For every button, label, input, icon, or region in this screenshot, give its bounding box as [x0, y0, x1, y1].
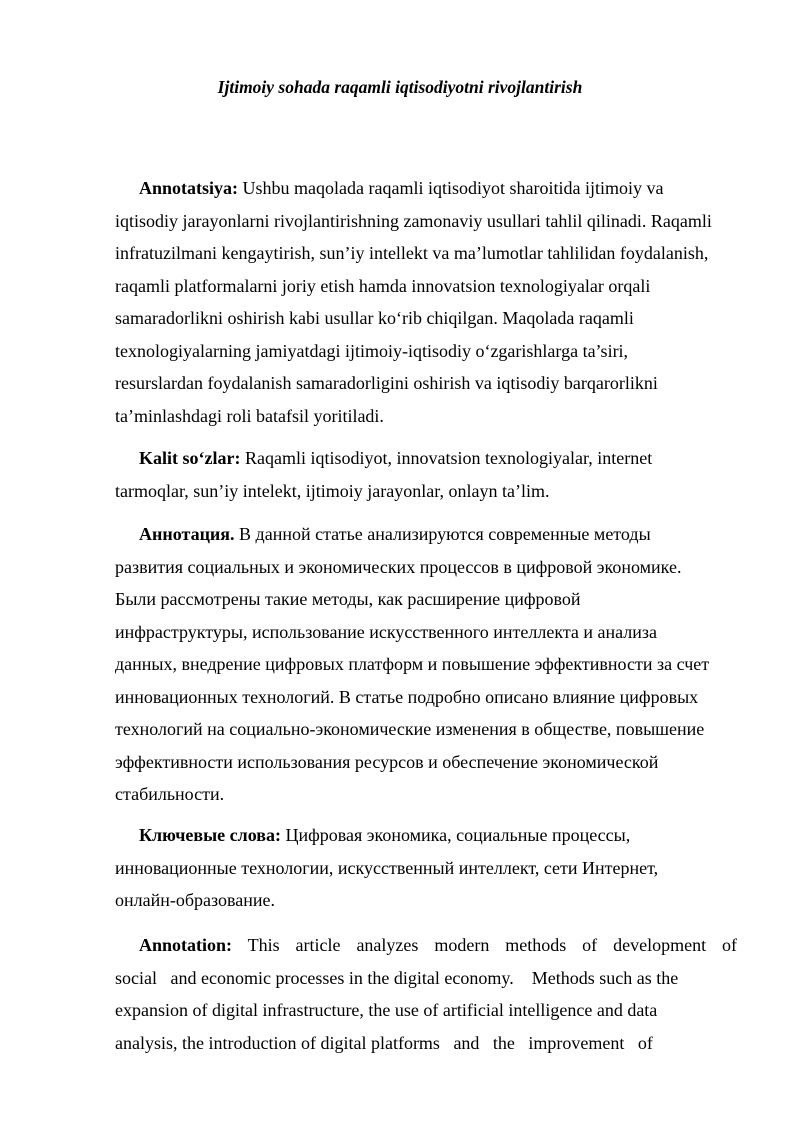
paragraph-line: iqtisodiy jarayonlarni rivojlantirishning zamonaviy usullari tahlil qilinadi. Raqamli	[115, 210, 712, 231]
paragraph-line: развития социальных и экономических процессов в цифровой экономике.	[115, 556, 682, 577]
paragraph-line: инфраструктуры, использование искусственного интеллекта и анализа	[115, 621, 658, 642]
annotation-en-paragraph	[115, 929, 737, 1059]
paragraph-line: ta’minlashdagi roli batafsil yoritiladi.	[115, 405, 384, 426]
paragraph-line: инновационные технологии, искусственный интеллект, сети Интернет,	[115, 857, 659, 878]
paragraph-line: стабильности.	[115, 784, 225, 804]
paragraph-line: данных, внедрение цифровых платформ и повышение эффективности за счет	[115, 654, 710, 674]
paragraph-line: social and economic processes in the digital economy. Methods such as the	[115, 967, 679, 988]
paragraph-line: resurslardan foydalanish samaradorligini oshirish va iqtisodiy barqarorlikni	[115, 373, 658, 393]
paragraph-line: Были рассмотрены такие методы, как расширение цифровой	[115, 589, 581, 609]
paragraph-line: infratuzilmani kengaytirish, sun’iy intellekt va ma’lumotlar tahlilidan foydalanish,	[115, 243, 709, 263]
keywords-ru-label: Ключевые слова:	[139, 825, 281, 845]
paragraph-text: Цифровая экономика, социальные процессы,	[280, 825, 631, 845]
annotation-ru-paragraph	[115, 518, 737, 811]
annotation-ru-label: Аннотация.	[139, 524, 235, 544]
keywords-uz-paragraph	[115, 442, 737, 507]
paragraph-line	[115, 442, 737, 475]
paragraph-line	[115, 172, 737, 205]
paragraph-line: samaradorlikni oshirish kabi usullar ko‘rib chiqilgan. Maqolada raqamli	[115, 308, 634, 328]
annotation-uz-label: Annotatsiya:	[139, 178, 239, 198]
paragraph-line: texnologiyalarning jamiyatdagi ijtimoiy-iqtisodiy o‘zgarishlarga ta’siri,	[115, 340, 629, 361]
paragraph-line	[115, 819, 737, 852]
annotation-uz-paragraph	[115, 172, 737, 432]
paragraph-line: технологий на социально-экономические изменения в обществе, повышение	[115, 719, 705, 739]
article-title: Ijtimoiy sohada raqamli iqtisodiyotni rivojlantirish	[217, 77, 583, 97]
paragraph-line: онлайн-образование.	[115, 890, 276, 910]
paragraph-text: Raqamli iqtisodiyot, innovatsion texnologiyalar, internet	[240, 448, 653, 468]
keywords-ru-paragraph	[115, 819, 737, 917]
paragraph-line: эффективности использования ресурсов и обеспечение экономической	[115, 751, 659, 772]
paragraph-text: Ushbu maqolada raqamli iqtisodiyot sharoitida ijtimoiy va	[238, 178, 664, 198]
paragraph-line: expansion of digital infrastructure, the use of artificial intelligence and data	[115, 1000, 658, 1020]
paragraph-text: В данной статье анализируются современные методы	[234, 524, 651, 544]
paragraph-text: This article analyzes modern methods of development of	[232, 935, 737, 955]
paragraph-line: tarmoqlar, sun’iy intelekt, ijtimoiy jarayonlar, onlayn ta’lim.	[115, 480, 550, 501]
paragraph-line: analysis, the introduction of digital platforms and the improvement of	[115, 1032, 653, 1053]
paragraph-line	[115, 929, 737, 962]
paragraph-line: инновационных технологий. В статье подробно описано влияние цифровых	[115, 686, 699, 707]
paragraph-line: raqamli platformalarni joriy etish hamda innovatsion texnologiyalar orqali	[115, 275, 651, 296]
paragraph-line	[115, 518, 737, 551]
annotation-en-label: Annotation:	[139, 935, 233, 955]
keywords-uz-label: Kalit so‘zlar:	[139, 448, 241, 468]
